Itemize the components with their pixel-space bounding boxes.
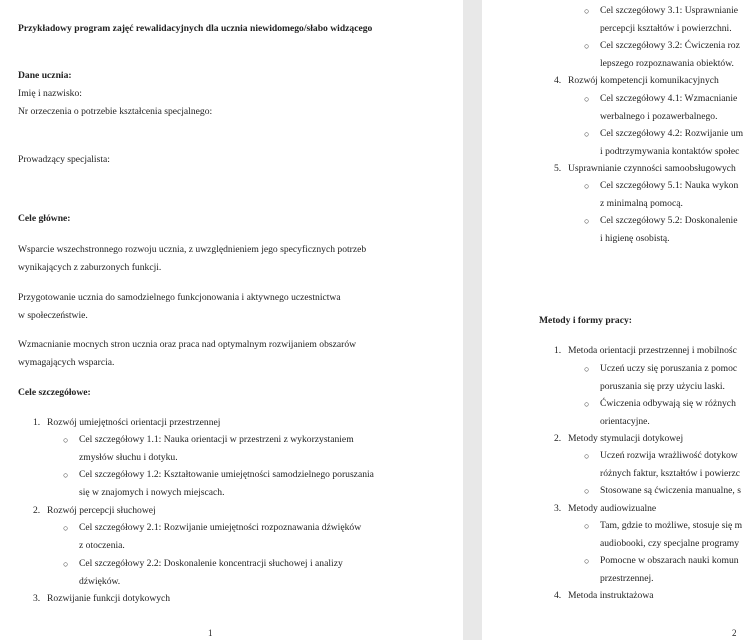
main-goal-line: Wsparcie wszechstronnego rozwoju ucznia, z uwzględnieniem jego specyficznych potrzeb (18, 244, 367, 255)
list-number: 3. (554, 502, 562, 514)
goal-line: Pomocne w obszarach nauki komun (600, 555, 739, 566)
goal-line: Cel szczegółowy 2.1: Rozwijanie umiejętności rozpoznawania dźwięków (79, 522, 362, 533)
area-label: Metody stymulacji dotykowej (568, 432, 684, 444)
bullet-marker: ○ (584, 41, 590, 51)
bullet-marker: ○ (584, 521, 590, 531)
goal-line: lepszego rozpoznawania obiektów. (600, 58, 734, 69)
page-number: 2 (732, 628, 737, 638)
goal-line: Cel szczegółowy 3.1: Usprawnianie (600, 5, 739, 16)
bullet-marker: ○ (584, 93, 590, 104)
goal-line: i podtrzymywania kontaktów społec (600, 145, 740, 157)
bullet-marker: ○ (584, 556, 590, 566)
area-label: Rozwój umiejętności orientacji przestrzennej (47, 417, 221, 428)
bullet-marker: ○ (584, 486, 590, 496)
list-number: 2. (554, 432, 562, 444)
goal-line: Cel szczegółowy 4.2: Rozwijanie um (600, 127, 744, 139)
name-label: Imię i nazwisko: (18, 88, 82, 99)
main-goal-line: wynikających z zaburzonych funkcji. (18, 262, 162, 273)
goal-line: werbalnego i pozawerbalnego. (600, 110, 718, 122)
bullet-marker: ○ (63, 435, 69, 445)
page-number: 1 (208, 628, 213, 638)
goal-line: się w znajomych i nowych miejscach. (79, 487, 225, 498)
certificate-label: Nr orzeczenia o potrzebie kształcenia specjalnego: (18, 106, 213, 117)
bullet-marker: ○ (584, 216, 590, 226)
area-label: Rozwój percepcji słuchowej (47, 505, 156, 516)
page-gap (463, 0, 482, 640)
area-label: Rozwój kompetencji komunikacyjnych (568, 75, 719, 86)
area-label: Metoda instruktażowa (568, 590, 654, 601)
document-page-2 (482, 0, 750, 640)
goal-line: Cel szczegółowy 5.2: Doskonalenie (600, 215, 738, 226)
goal-line: percepcji kształtów i powierzchni. (600, 23, 732, 34)
bullet-marker: ○ (584, 398, 590, 409)
bullet-marker: ○ (584, 363, 590, 374)
main-goals-heading: Cele główne: (18, 213, 71, 224)
list-number: 5. (554, 162, 562, 174)
list-number: 2. (33, 505, 41, 516)
detailed-goals-heading: Cele szczegółowe: (18, 387, 91, 398)
bullet-marker: ○ (584, 128, 590, 139)
specialist-label: Prowadzący specjalista: (18, 154, 110, 165)
bullet-marker: ○ (584, 451, 590, 461)
goal-line: Cel szczegółowy 3.2: Ćwiczenia roz (600, 40, 740, 51)
goal-line: poruszania się przy użyciu laski. (600, 380, 725, 392)
goal-line: zmysłów słuchu i dotyku. (79, 452, 178, 463)
goal-line: orientacyjne. (600, 415, 650, 427)
goal-line: Ćwiczenia odbywają się w różnych (600, 397, 736, 409)
methods-heading: Metody i formy pracy: (539, 315, 632, 326)
list-number: 1. (554, 345, 562, 356)
main-goal-line: w społeczeństwie. (18, 310, 88, 321)
goal-line: Cel szczegółowy 1.2: Kształtowanie umiejętności samodzielnego poruszania (79, 469, 374, 480)
goal-line: Cel szczegółowy 1.1: Nauka orientacji w przestrzeni z wykorzystaniem (79, 434, 354, 445)
goal-line: z minimalną pomocą. (600, 198, 683, 209)
goal-line: Cel szczegółowy 2.2: Doskonalenie koncentracji słuchowej i analizy (79, 558, 343, 569)
document-title: Przykładowy program zajęć rewalidacyjnych dla ucznia niewidomego/słabo widzącego (18, 23, 373, 34)
main-goal-line: Wzmacnianie mocnych stron ucznia oraz praca nad optymalnym rozwijaniem obszarów (18, 339, 357, 350)
list-number: 4. (554, 75, 562, 86)
bullet-marker: ○ (63, 470, 69, 480)
bullet-marker: ○ (584, 6, 590, 16)
goal-line: Uczeń rozwija wrażliwość dotykow (600, 450, 738, 461)
list-number: 3. (33, 593, 41, 604)
list-number: 1. (33, 417, 41, 428)
main-goal-line: wymagających wsparcia. (18, 357, 115, 368)
goal-line: i higienę osobistą. (600, 233, 670, 244)
goal-line: przestrzennej. (600, 573, 654, 584)
main-goal-line: Przygotowanie ucznia do samodzielnego funkcjonowania i aktywnego uczestnictwa (18, 292, 341, 303)
bullet-marker: ○ (63, 559, 69, 569)
goal-line: dźwięków. (79, 576, 121, 587)
goal-line: Stosowane są ćwiczenia manualne, s (600, 485, 741, 496)
goal-line: Tam, gdzie to możliwe, stosuje się m (600, 520, 743, 531)
goal-line: Uczeń uczy się poruszania z pomoc (600, 362, 738, 374)
goal-line: z otoczenia. (79, 540, 125, 551)
student-heading: Dane ucznia: (18, 70, 72, 81)
goal-line: audiobooki, czy specjalne programy (600, 538, 740, 549)
area-label: Rozwijanie funkcji dotykowych (47, 593, 171, 604)
bullet-marker: ○ (584, 181, 590, 191)
area-label: Usprawnianie czynności samoobsługowych (568, 162, 736, 174)
list-number: 4. (554, 590, 562, 601)
area-label: Metoda orientacji przestrzennej i mobilnośc (568, 345, 737, 356)
area-label: Metody audiowizualne (568, 502, 657, 514)
bullet-marker: ○ (63, 523, 69, 533)
goal-line: różnych faktur, kształtów i powierzc (600, 468, 741, 479)
goal-line: Cel szczegółowy 5.1: Nauka wykon (600, 180, 739, 191)
goal-line: Cel szczegółowy 4.1: Wzmacnianie (600, 92, 738, 104)
